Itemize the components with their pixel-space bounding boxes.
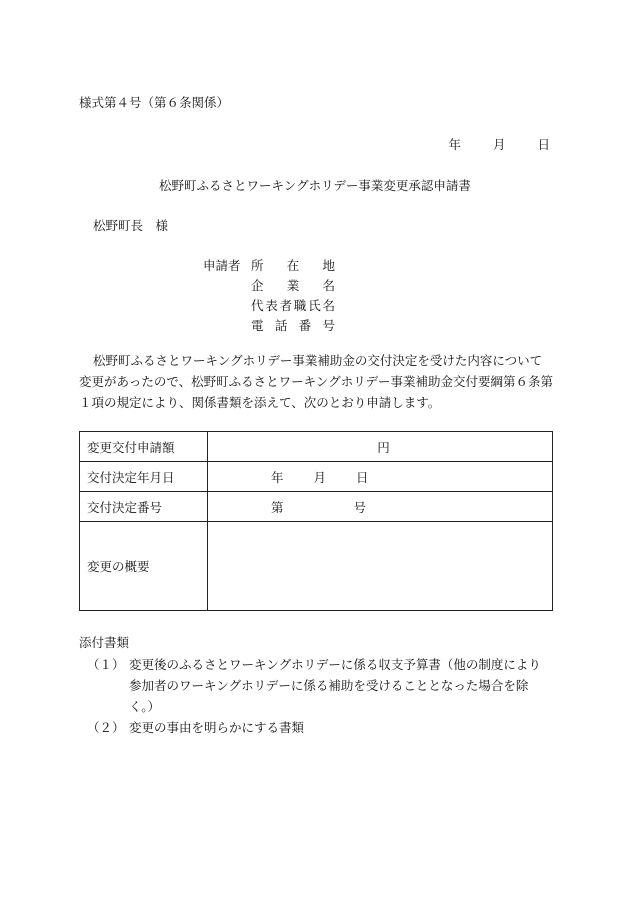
- table-row: [80, 432, 553, 462]
- form-number: 様式第４号（第６条関係）: [79, 95, 230, 110]
- row-value-change-amount: 円: [208, 432, 553, 462]
- attachment-text: 変更の事由を明らかにする書類: [129, 720, 305, 735]
- date-year: 年: [448, 137, 461, 152]
- applicant-field-phone: 電話番号: [251, 318, 335, 333]
- application-table: [79, 431, 553, 611]
- row-label-decision-date: 交付決定年月日: [80, 462, 208, 492]
- decision-date-month: 月: [313, 469, 327, 485]
- row-label-decision-number: 交付決定番号: [80, 492, 208, 522]
- applicant-lead: 申請者: [203, 258, 241, 273]
- addressee: 松野町長 様: [93, 218, 169, 233]
- row-label-change-summary: 変更の概要: [80, 522, 208, 611]
- date-month: 月: [492, 137, 506, 152]
- applicant-field-representative: 代表者職氏名: [251, 298, 335, 313]
- table-row: [80, 492, 553, 522]
- row-label-change-amount: 変更交付申請額: [80, 432, 208, 462]
- document-title: 松野町ふるさとワーキングホリデー事業変更承認申請書: [159, 178, 471, 193]
- application-body-text: 松野町ふるさとワーキングホリデー事業補助金の交付決定を受けた内容について変更があったので、松野町ふるさとワーキングホリデー事業補助金交付要綱第６条第１項の規定により、関係書類を添えて、次のとおり申請します。: [79, 353, 554, 410]
- date-line: [448, 135, 550, 153]
- table-row: [80, 522, 553, 611]
- date-day: 日: [537, 137, 550, 152]
- decision-number-suffix: 号: [353, 499, 367, 515]
- attachment-number: （１）: [87, 657, 125, 672]
- decision-number-prefix: 第: [271, 499, 284, 515]
- row-value-decision-number: [208, 492, 553, 522]
- applicant-block: [203, 256, 335, 336]
- list-item: [79, 654, 553, 717]
- decision-date-day: 日: [356, 469, 369, 485]
- row-value-change-summary: [208, 522, 553, 611]
- attachment-text: 変更後のふるさとワーキングホリデーに係る収支予算書（他の制度により参加者のワーキングホリデーに係る補助を受けることとなった場合を除く。）: [129, 657, 541, 714]
- decision-date-year: 年: [271, 469, 284, 485]
- attachments-title: 添付書類: [79, 635, 130, 650]
- attachments-list: [79, 654, 553, 738]
- row-value-decision-date: [208, 462, 553, 492]
- table-row: [80, 462, 553, 492]
- applicant-field-company: 企業名: [251, 278, 335, 293]
- attachment-number: （２）: [87, 720, 125, 735]
- list-item: [79, 717, 553, 738]
- applicant-field-address: 所在地: [251, 258, 335, 273]
